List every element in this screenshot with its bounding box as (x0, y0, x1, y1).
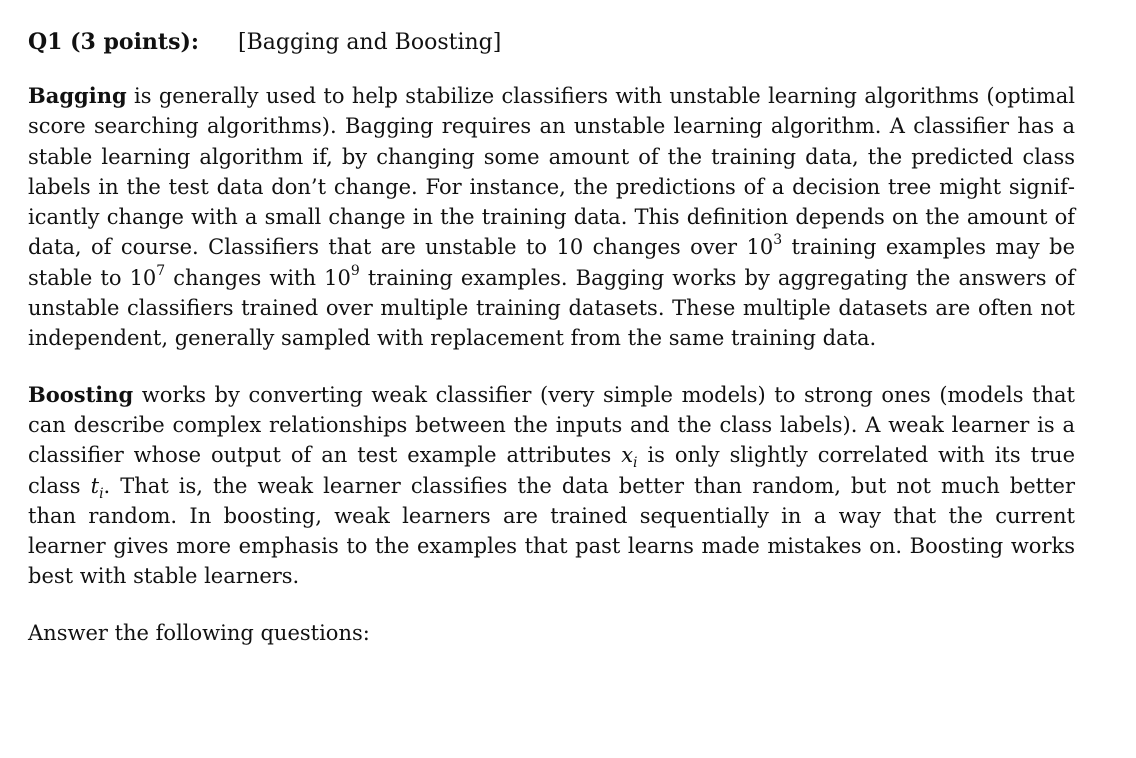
bagging-exponent-1: 3 (773, 232, 783, 249)
boosting-paragraph (28, 380, 1075, 592)
bagging-exponent-3: 9 (350, 262, 360, 279)
bagging-text-1: is generally used to help stabilize classifiers with unstable learning algorithms (optimal score searching algorithms). Bagging requires an unstable learning algorithm. A classifier has a stable learning algorithm if, by changing some amount of the training data, the predicted class labels in the test data don’t change. For instance, the predictions of a decision tree might significantly change with a small change in the training data. This definition depends on the amount of data, of course. Classifiers that are unstable to 10 changes over 10 (28, 84, 1075, 260)
question-page (28, 24, 1075, 648)
bagging-text-3: changes with 10 (165, 265, 351, 290)
bagging-exponent-2: 7 (156, 262, 166, 279)
bagging-term: Bagging (28, 83, 127, 108)
boosting-text-3: . That is, the weak learner classifies the data better than random, but not much better than random. In boosting, weak learners are trained sequentially in a way that the current learner gives more emphasis to the examples that past learns made mistakes on. Boosting works best with stable learners. (28, 473, 1075, 589)
math-var-x-base: x (621, 443, 634, 468)
math-var-t (90, 473, 104, 502)
math-var-x (621, 443, 638, 472)
boosting-term: Boosting (28, 381, 134, 407)
math-var-t-base: t (90, 473, 100, 498)
bagging-text-2: training examples may be stable to 10 (28, 235, 1076, 290)
math-var-x-subscript: i (633, 455, 638, 472)
math-var-t-subscript: i (99, 485, 104, 502)
bagging-paragraph (28, 81, 1075, 354)
question-label: Q1 (3 points): (28, 29, 199, 55)
boosting-text-1: works by converting weak classifier (very simple models) to strong ones (models that can describe complex relationships between the inputs and the class labels). A weak learner is a classifier whose output of an test example attributes (28, 382, 1075, 468)
question-topic: [Bagging and Boosting] (238, 30, 502, 55)
boosting-text-2: is only slightly correlated with its true class (28, 443, 1075, 498)
bagging-text-4: training examples. Bagging works by aggregating the answers of unstable classifiers trained over multiple training datasets. These multiple datasets are often not independent, generally sampled with replacement from the same training data. (28, 265, 1075, 351)
answer-prompt: Answer the following questions: (28, 620, 370, 645)
question-header (28, 24, 1075, 61)
